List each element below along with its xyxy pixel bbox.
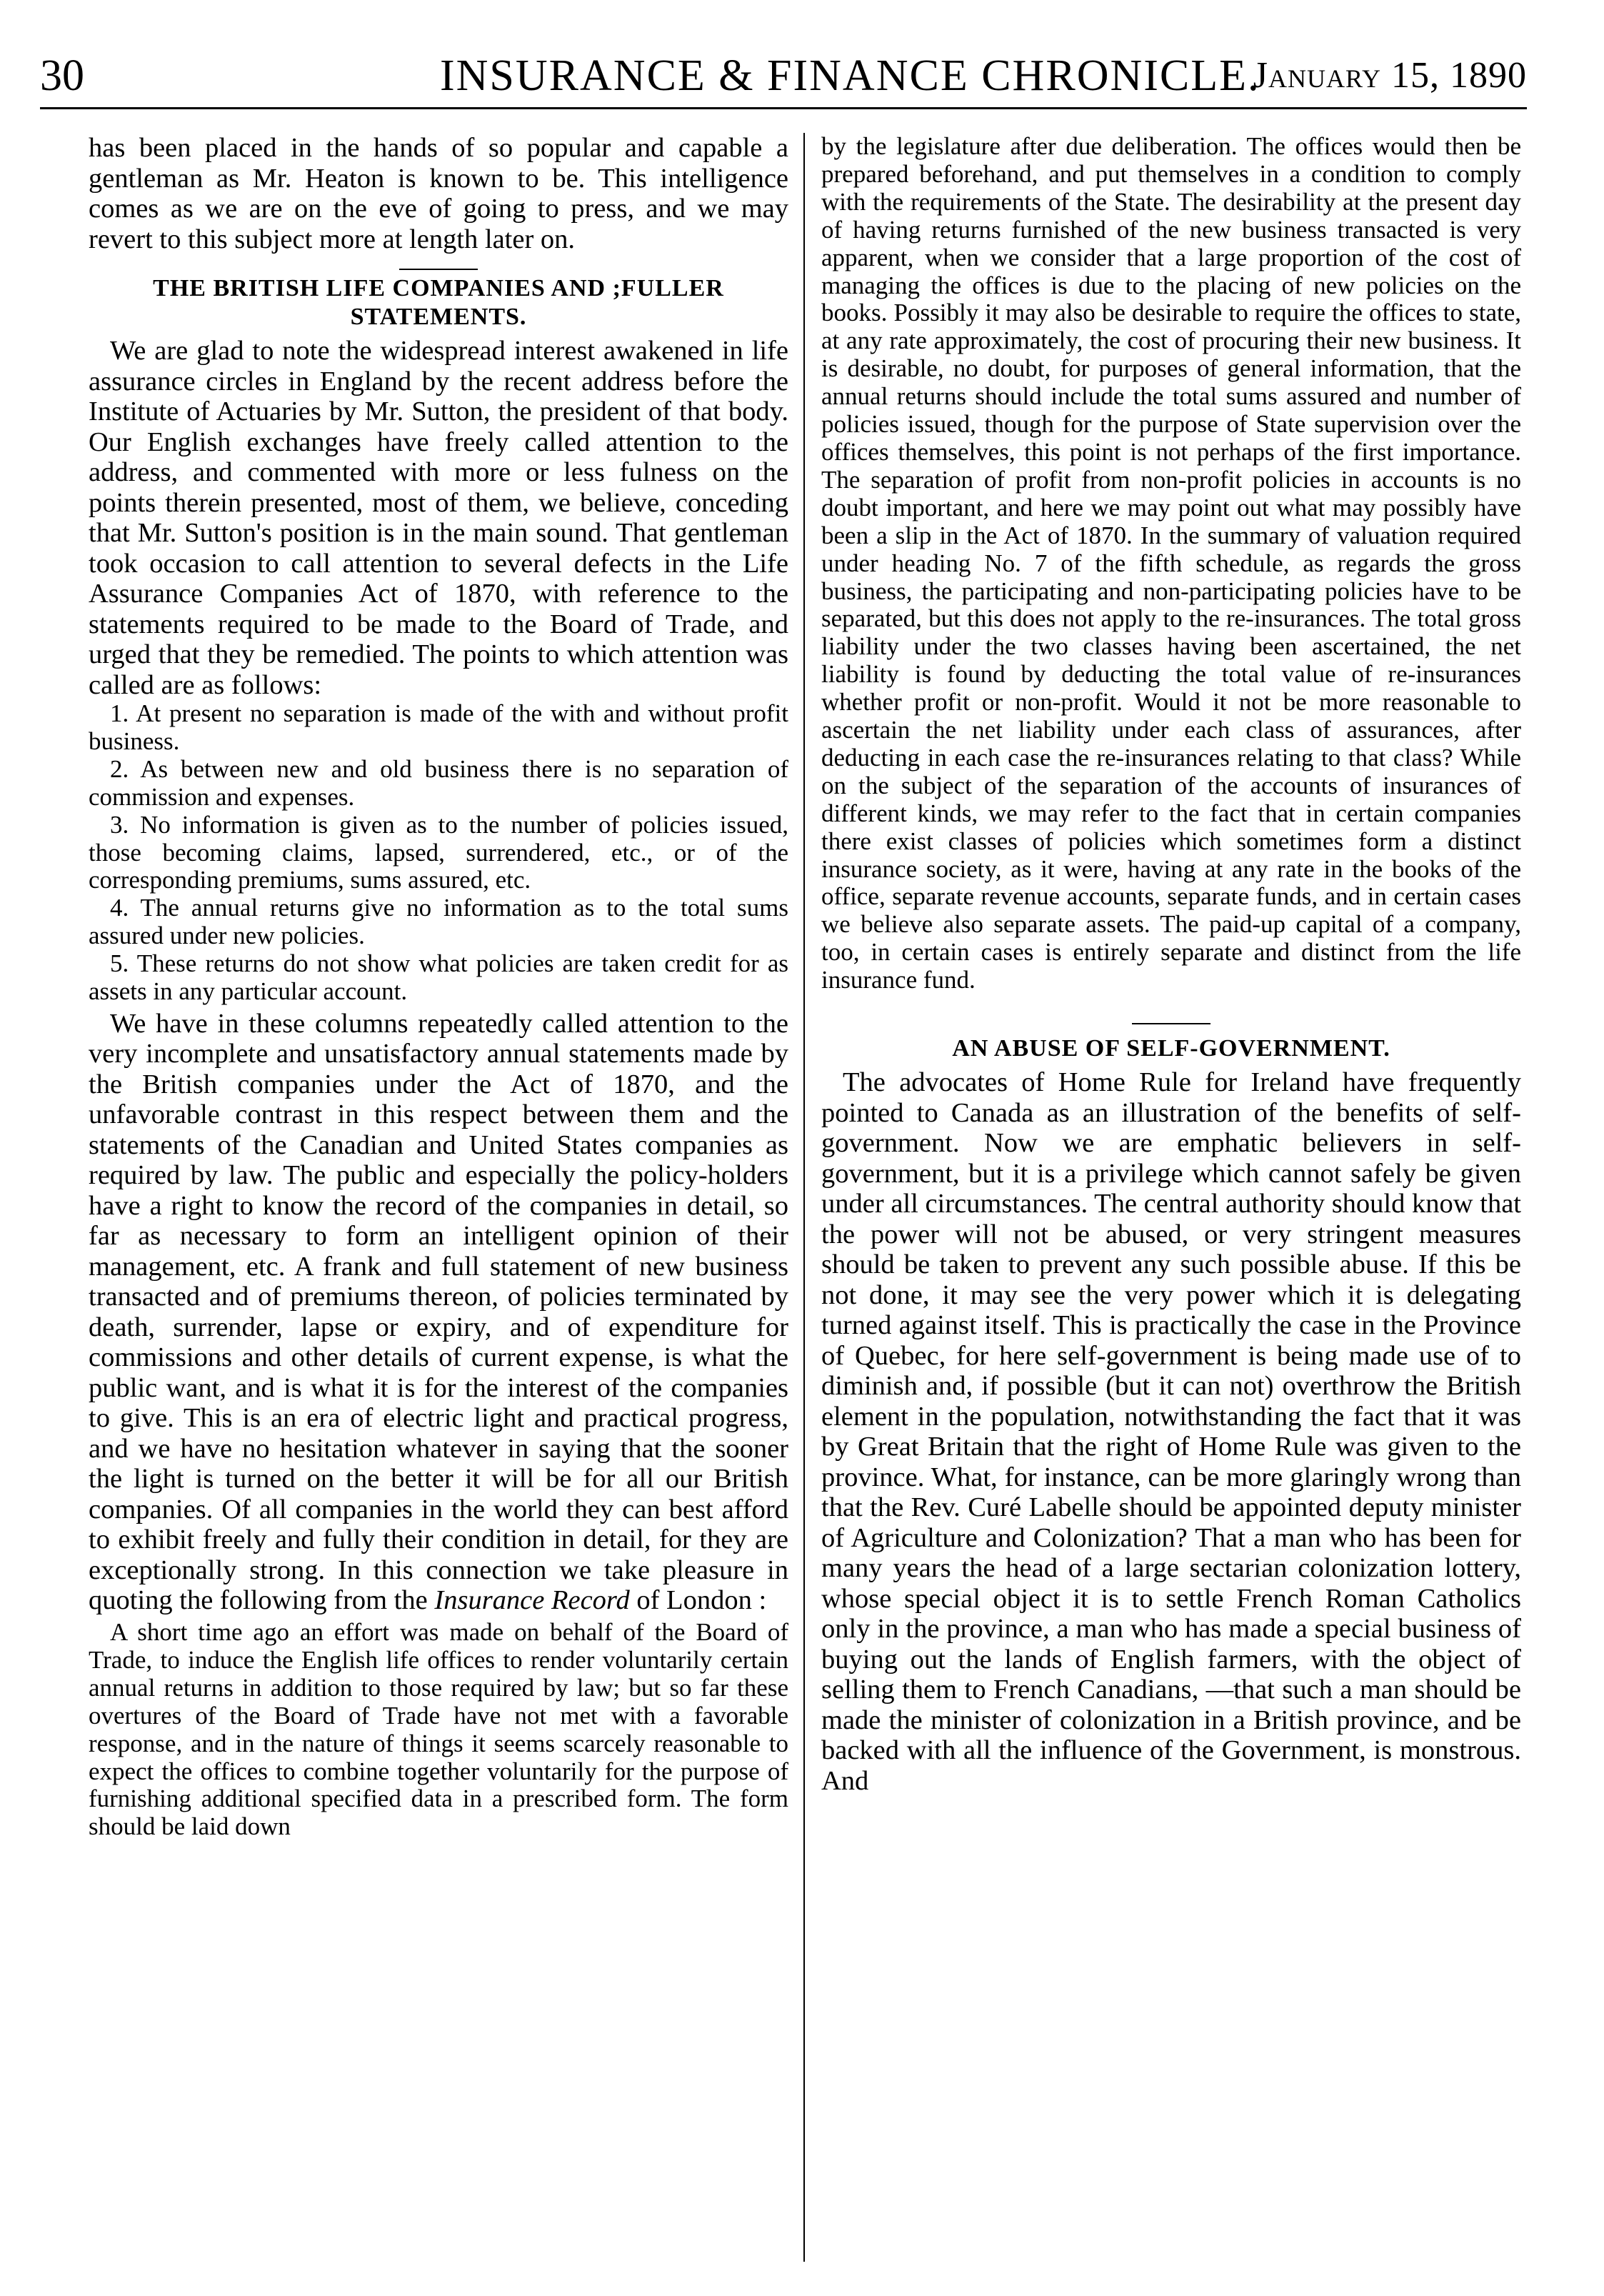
column-divider: [803, 133, 805, 2262]
section-divider: [1132, 1023, 1210, 1024]
quoted-passage-continued: by the legislature after due deliberation. The offices would then be prepared beforehand, and put themselves in a condition to comply with the requirements of the State. The desirability at the present day of having returns furnished of the new business transacted is very apparent, when we consider that a large proportion of the cost of managing the offices is due to the placing of new policies on the books. Possibly it may also be desirable to require the offices to state, at any rate approximately, the cost of procuring their new business. It is desirable, no doubt, for purposes of general information, that the annual returns should include the total sums assured and number of policies issued, though for the purpose of State supervision over the offices themselves, this point is not perhaps of the first importance. The separation of profit from non-profit policies in accounts is no doubt important, and here we may point out what may possibly have been a slip in the Act of 1870. In the summary of valuation required under heading No. 7 of the fifth schedule, as regards the gross business, the participating and non-participating policies have to be separated, but this does not apply to the re-insurances. The total gross liability under the two classes having been ascertained, the net liability is found by deducting the total value of re-insurances whether profit or non-profit. Would it not be more reasonable to ascertain the net liability under each class of assurances, after deducting in each case the re-insurances relating to that class? While on the subject of the separation of the accounts of insurances of different kinds, we may refer to the fact that in certain companies there exist classes of policies which sometimes form a distinct insurance society, as it were, having at any rate in the books of the office, separate revenue accounts, separate funds, and in certain cases we believe also separate assets. The paid-up capital of a company, too, in certain cases is entirely separate and distinct from the life insurance fund.: [821, 132, 1521, 994]
point-item: 3. No information is given as to the number of policies issued, those becoming claims, lapsed, surrendered, etc., or of the corresponding premiums, sums assured, etc.: [89, 810, 788, 894]
issue-date: January 15, 1890: [1253, 55, 1527, 96]
point-item: 2. As between new and old business there is no separation of commission and expenses.: [89, 754, 788, 811]
paragraph-text: We have in these columns repeatedly called attention to the very incomplete and unsatisfactory annual statements made by the British companies under the Act of 1870, and the unfavorable contrast in this respect between them and the statements of the Canadian and United States companies as required by law. The public and especially the policy-holders have a right to know the record of the companies in detail, so far as necessary to form an intelligent opinion of their management, etc. A frank and full statement of new business transacted and of premiums thereon, of policies terminated by death, surrender, lapse or expiry, and of expenditure for commissions and other details of current expense, is what the public want, and is what it is for the interest of the companies to give. This is an era of electric light and practical progress, and we have no hesitation whatever in saying that the sooner the light is turned on the better it will be for all our British companies. Of all companies in the world they can best afford to exhibit freely and fully their condition in detail, for they are exceptionally strong. In this connection we take pleasure in quoting the following from the: [89, 1008, 788, 1616]
point-item: 1. At present no separation is made of the with and without profit business.: [89, 699, 788, 755]
section-divider: [399, 269, 478, 270]
page-header: [40, 47, 1527, 104]
publication-title: INSURANCE & FINANCE CHRONICLE.: [440, 51, 1260, 100]
intro-paragraph: has been placed in the hands of so popular and capable a gentleman as Mr. Heaton is known to be. This intelligence comes as we are on the eve of going to press, and we may revert to this subject more at length later on.: [89, 133, 788, 254]
article-title-self-government: AN ABUSE OF SELF-GOVERNMENT.: [952, 1035, 1390, 1062]
article-paragraph: The advocates of Home Rule for Ireland have frequently pointed to Canada as an illustration of the benefits of self-government. Now we are emphatic believers in self-government, but it is a privilege which cannot safely be given under all circumstances. The central authority should know that the power will not be abused, or very stringent measures should be taken to prevent any such possible abuse. If this be not done, it may see the very power which it is delegating turned against itself. This is practically the case in the Province of Quebec, for here self-government is being made use of to diminish and, if possible (but it can not) overthrow the British element in the population, notwithstanding the fact that it was by Great Britain that the right of Home Rule was given to the province. What, for instance, can be more glaringly wrong than that the Rev. Curé Labelle should be appointed deputy minister of Agriculture and Colonization? That a man who has been for many years the head of a large sectarian colonization lottery, whose special object it is to settle French Roman Catholics only in the province, a man who has made a special business of buying out the lands of English farmers, with the object of selling them to French Canadians, —that such a man should be made the minister of colonization in a British province, and be backed with all the influence of the Government, is monstrous. And: [821, 1067, 1521, 1796]
paragraph-text: of London :: [629, 1585, 767, 1616]
point-item: 5. These returns do not show what policies are taken credit for as assets in any particular account.: [89, 949, 788, 1006]
page-number: 30: [40, 51, 84, 100]
publication-name: Insurance Record: [434, 1585, 630, 1616]
header-rule: [40, 107, 1527, 109]
quoted-passage: A short time ago an effort was made on behalf of the Board of Trade, to induce the English life offices to render voluntarily certain annual returns in addition to those required by law; but so far these overtures of the Board of Trade have not met with a favorable response, and in the nature of things it seems scarcely reasonable to expect the offices to combine together voluntarily for the purpose of furnishing additional specified data in a prescribed form. The form should be laid down: [89, 1617, 788, 1841]
article-paragraph: We are glad to note the widespread interest awakened in life assurance circles in England by the recent address before the Institute of Actuaries by Mr. Sutton, the president of that body. Our English exchanges have freely called attention to the address, and commented with more or less fulness on the points therein presented, most of them, we believe, conceding that Mr. Sutton's position is in the main sound. That gentleman took occasion to call attention to several defects in the Life Assurance Companies Act of 1870, with reference to the statements required to be made to the Board of Trade, and urged that they be remedied. The points to which attention was called are as follows:: [89, 336, 788, 700]
article-title-british-life: THE BRITISH LIFE COMPANIES AND ;FULLER STATEMENTS.: [153, 275, 724, 330]
point-item: 4. The annual returns give no information as to the total sums assured under new policies.: [89, 894, 788, 950]
left-column: [89, 133, 788, 1841]
article-paragraph: [89, 1009, 788, 1616]
right-column: [821, 133, 1521, 1796]
